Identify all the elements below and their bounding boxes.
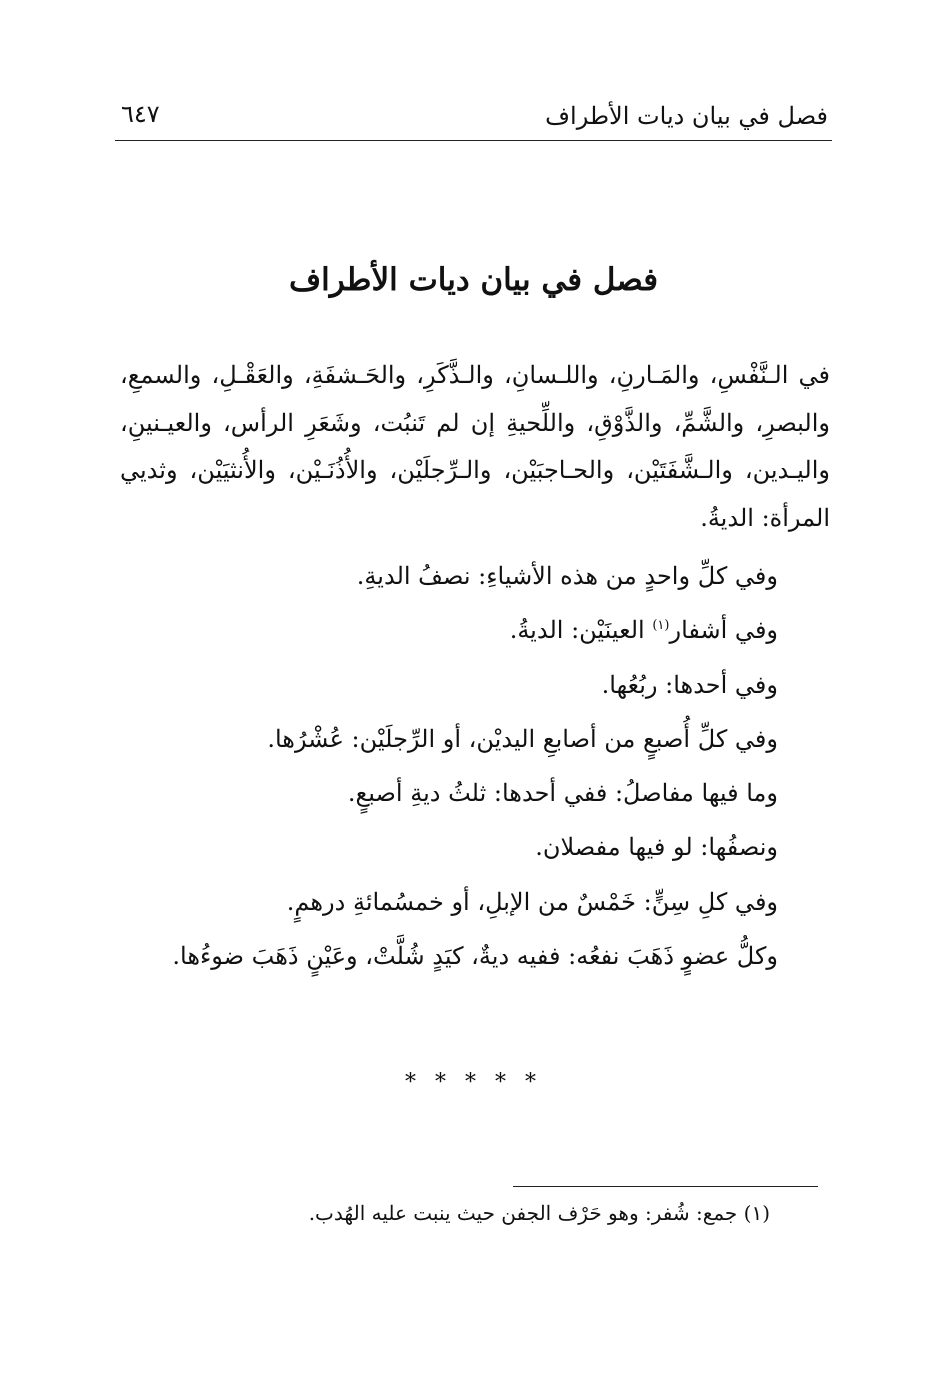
- footnote-ref[interactable]: (١): [652, 618, 670, 634]
- ruling-text: العينَيْن: الديةُ.: [509, 616, 653, 645]
- chapter-title: فصل في بيان ديات الأطراف: [288, 262, 659, 298]
- section-separator: * * * * *: [405, 1070, 542, 1095]
- ruling-line: وكلُّ عضوٍ ذَهَبَ نفعُه: ففيه ديةٌ، كيَدٍ شُلَّتْ، وعَيْنٍ ذَهَبَ ضوءُها.: [172, 942, 778, 971]
- running-title: فصل في بيان ديات الأطراف: [545, 102, 828, 130]
- ruling-line: وفي أحدها: ربُعُها.: [601, 670, 778, 699]
- ruling-line: وما فيها مفاصلُ: ففي أحدها: ثلثُ ديةِ أصبعٍ.: [347, 779, 778, 808]
- footnote-divider: [513, 1186, 818, 1187]
- ruling-line: ونصفُها: لو فيها مفصلان.: [535, 833, 778, 862]
- first-paragraph: في الـنَّفْسِ، والمَـارنِ، واللـسانِ، والـذَّكَرِ، والحَـشفَةِ، والعَقْـلِ، والسمعِ، والبصرِ، والشَّمِّ، والذَّوْقِ، واللِّحيةِ إن لم تَنبُت، وشَعَرِ الرأس، والعيـنينِ، واليـدين، والـشَّفَتَيْن، والحـاجبَيْن، والـرِّجلَيْن، والأُذُنَـيْن، والأُنثيَيْن، وثديي المرأة: الديةُ.: [120, 361, 830, 532]
- ruling-line: وفي كلِ سِنٍّ: خَمْسٌ من الإبلِ، أو خمسُمائةِ درهمٍ.: [286, 887, 778, 916]
- running-header: [115, 96, 832, 141]
- main-text: [120, 352, 830, 542]
- rulings-list: [120, 549, 778, 983]
- ruling-text: وفي أشفار: [669, 616, 778, 645]
- footnote: (١) جمع: شُفر: وهو حَرْف الجفن حيث ينبت عليه الهُدب.: [308, 1201, 770, 1225]
- ruling-line: [120, 603, 778, 657]
- page-number: ٦٤٧: [121, 100, 160, 128]
- ruling-line: وفي كلِّ أُصبعٍ من أصابعِ اليديْن، أو الرِّجلَيْن: عُشْرُها.: [267, 724, 778, 753]
- ruling-line: وفي كلِّ واحدٍ من هذه الأشياءِ: نصفُ الديةِ.: [356, 562, 778, 590]
